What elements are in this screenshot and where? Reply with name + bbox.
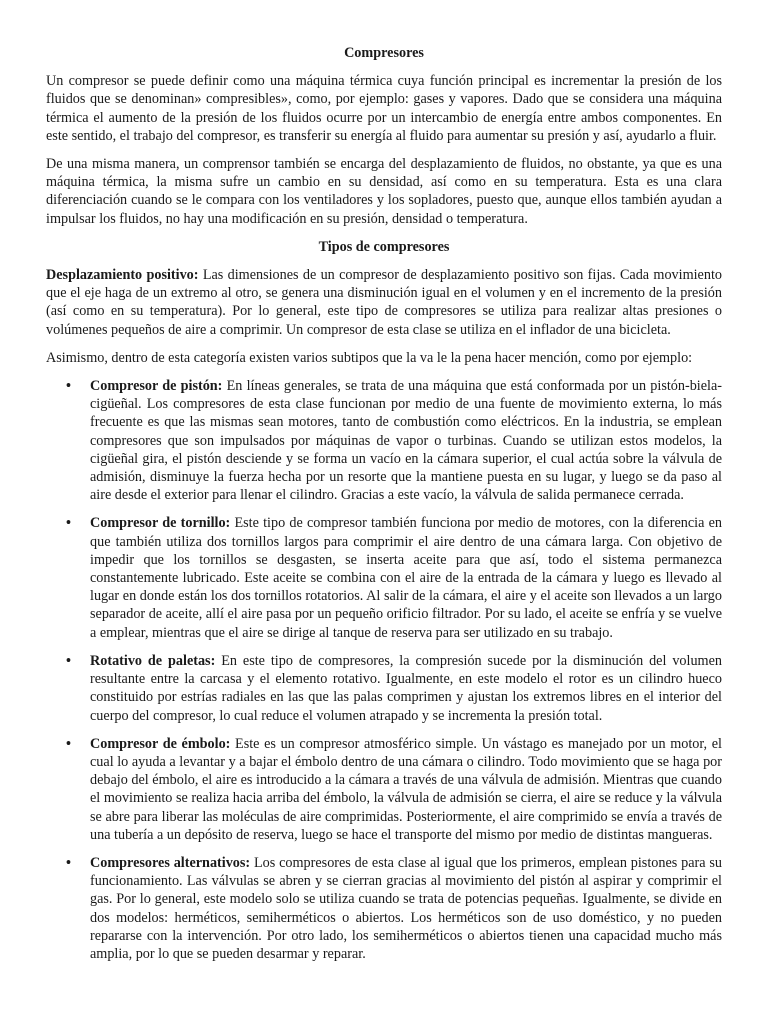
item-text: Este tipo de compresor también funciona por medio de motores, con la diferencia en que también utiliza dos tornillos largos para comprimir el aire dentro de una cámara larga. Con objetivo de impedir que los tornillos se desgasten, se inserta aceite para que así, todo el sistema permanezca constantemente lubricado. Este aceite se combina con el aire de la entrada de la cámara y luego es llevado al lugar en donde están los dos tornillos rotatorios. Al salir de la cámara, el aire y el aceite son llevados a un largo separador de aceite, allí el aire pasa por un pequeño orificio filtrador. Por su lado, el aceite se enfría y se vuelve a emplear, mientras que el aire se dirige al tanque de reserva para ser utilizado en su trabajo. bbox=[90, 515, 722, 641]
subtypes-intro: Asimismo, dentro de esta categoría existen varios subtipos que la va le la pena hacer mención, como por ejemplo: bbox=[46, 349, 693, 366]
compressor-types-list bbox=[46, 377, 722, 963]
item-text: En líneas generales, se trata de una máquina que está conformada por un pistón-biela-cigüeñal. Los compresores de esta clase funcionan por medio de una fuente de movimiento externa, lo más frecuente es que las mismas sean motores, tanto de combustión como eléctricos. En la industria, se emplean compresores que son impulsados por máquinas de vapor o turbinas. Cuando se utilizan estos modelos, la cigüeñal gira, el pistón desciende y se forma un vacío en la cámara superior, el cual actúa sobre la válvula de admisión, disminuye la fuerza hecha por un resorte que la mantiene puesta en su lugar, y luego se da paso al aire desde el exterior para llenar el cilindro. Gracias a este vacío, la válvula de salida permanece cerrada. bbox=[90, 378, 723, 504]
item-text: En este tipo de compresores, la compresión sucede por la disminución del volumen resultante entre la carcasa y el elemento rotativo. Igualmente, en este modelo el rotor es un cilindro hueco constituido por estrías radiales en las que las palas comprimen y ajustan los extremos libres en el interior del cuerpo del compresor, lo cual reduce el volumen atrapado y se incrementa la presión total. bbox=[90, 652, 722, 724]
item-label: Compresores alternativos: bbox=[90, 854, 251, 871]
bullet-icon: • bbox=[66, 735, 71, 752]
item-text: Los compresores de esta clase al igual que los primeros, emplean pistones para su funcionamiento. Las válvulas se abren y se cierran gracias al movimiento del pistón al aspirar y comprimir el gas. Por lo general, este modelo solo se utiliza cuando se trata de potencias pequeñas. Igualmente, se divide en dos modelos: herméticos, semiherméticos o abiertos. Los herméticos son de uso doméstico, y no pueden repararse con la intervención. Por otro lado, los semiherméticos o abiertos tienen una capacidad mucho más amplia, por lo que se pueden desarmar y reparar. bbox=[90, 854, 722, 962]
intro-paragraph: De una misma manera, un comprensor también se encarga del desplazamiento de fluidos, no obstante, ya que es una máquina térmica, la misma sufre un cambio en su densidad, así como en su temperatura. Esta es una clara diferenciación cuando se le compara con los ventiladores y los sopladores, puesto que, aunque ellos también ayudan a impulsar los fluidos, no hay una modificación en su presión, densidad o temperatura. bbox=[46, 156, 722, 227]
term-label: Desplazamiento positivo: bbox=[46, 267, 199, 284]
list-item bbox=[46, 652, 722, 725]
list-item bbox=[46, 735, 722, 844]
list-item bbox=[46, 514, 722, 641]
intro-paragraph: Un compresor se puede definir como una máquina térmica cuya función principal es incrementar la presión de los fluidos que se denominan» compresibles», como, por ejemplo: gases y vapores. Dado que se considera una máquina térmica el aumento de la presión de los fluidos ocurre por un intercambio de energía entre ambos componentes. En este sentido, el trabajo del compresor, es transferir su energía al fluido para aumentar su presión y así, ayudarlo a fluir. bbox=[46, 73, 722, 144]
list-item bbox=[46, 377, 722, 504]
list-item bbox=[46, 854, 722, 963]
item-label: Compresor de émbolo: bbox=[90, 735, 231, 752]
bullet-icon: • bbox=[66, 854, 71, 871]
bullet-icon: • bbox=[66, 515, 71, 532]
item-label: Rotativo de paletas: bbox=[90, 652, 216, 669]
term-text: Las dimensiones de un compresor de desplazamiento positivo son fijas. Cada movimiento que el eje haga de un extremo al otro, se genera una disminución igual en el volumen y en el incremento de la presión (así como en su temperatura). Por lo general, este tipo de compresores se utiliza para realizar altas presiones o volúmenes pequeños de aire a comprimir. Un compresor de esta clase se utiliza en el inflador de una bicicleta. bbox=[46, 267, 722, 338]
positive-displacement-paragraph bbox=[46, 266, 722, 339]
bullet-icon: • bbox=[66, 378, 71, 395]
document-title: Compresores bbox=[344, 45, 424, 61]
section-title: Tipos de compresores bbox=[318, 238, 450, 255]
item-label: Compresor de pistón: bbox=[90, 378, 223, 395]
item-label: Compresor de tornillo: bbox=[90, 515, 231, 532]
bullet-icon: • bbox=[66, 652, 71, 669]
item-text: Este es un compresor atmosférico simple. Un vástago es manejado por un motor, el cual lo ayuda a levantar y a bajar el émbolo dentro de una cámara o cilindro. Todo movimiento que se haga por debajo del émbolo, el aire es introducido a la cámara a través de una válvula de admisión. Mientras que cuando el movimiento se realiza hacia arriba del émbolo, la válvula de admisión se cierra, el aire se reduce y la válvula se abre para liberar las moléculas de aire comprimidas. Posteriormente, el aire comprimido se envía a través de una tubería a un depósito de reserva, luego se hace el transporte del mismo por medio de distintas mangueras. bbox=[90, 735, 722, 843]
